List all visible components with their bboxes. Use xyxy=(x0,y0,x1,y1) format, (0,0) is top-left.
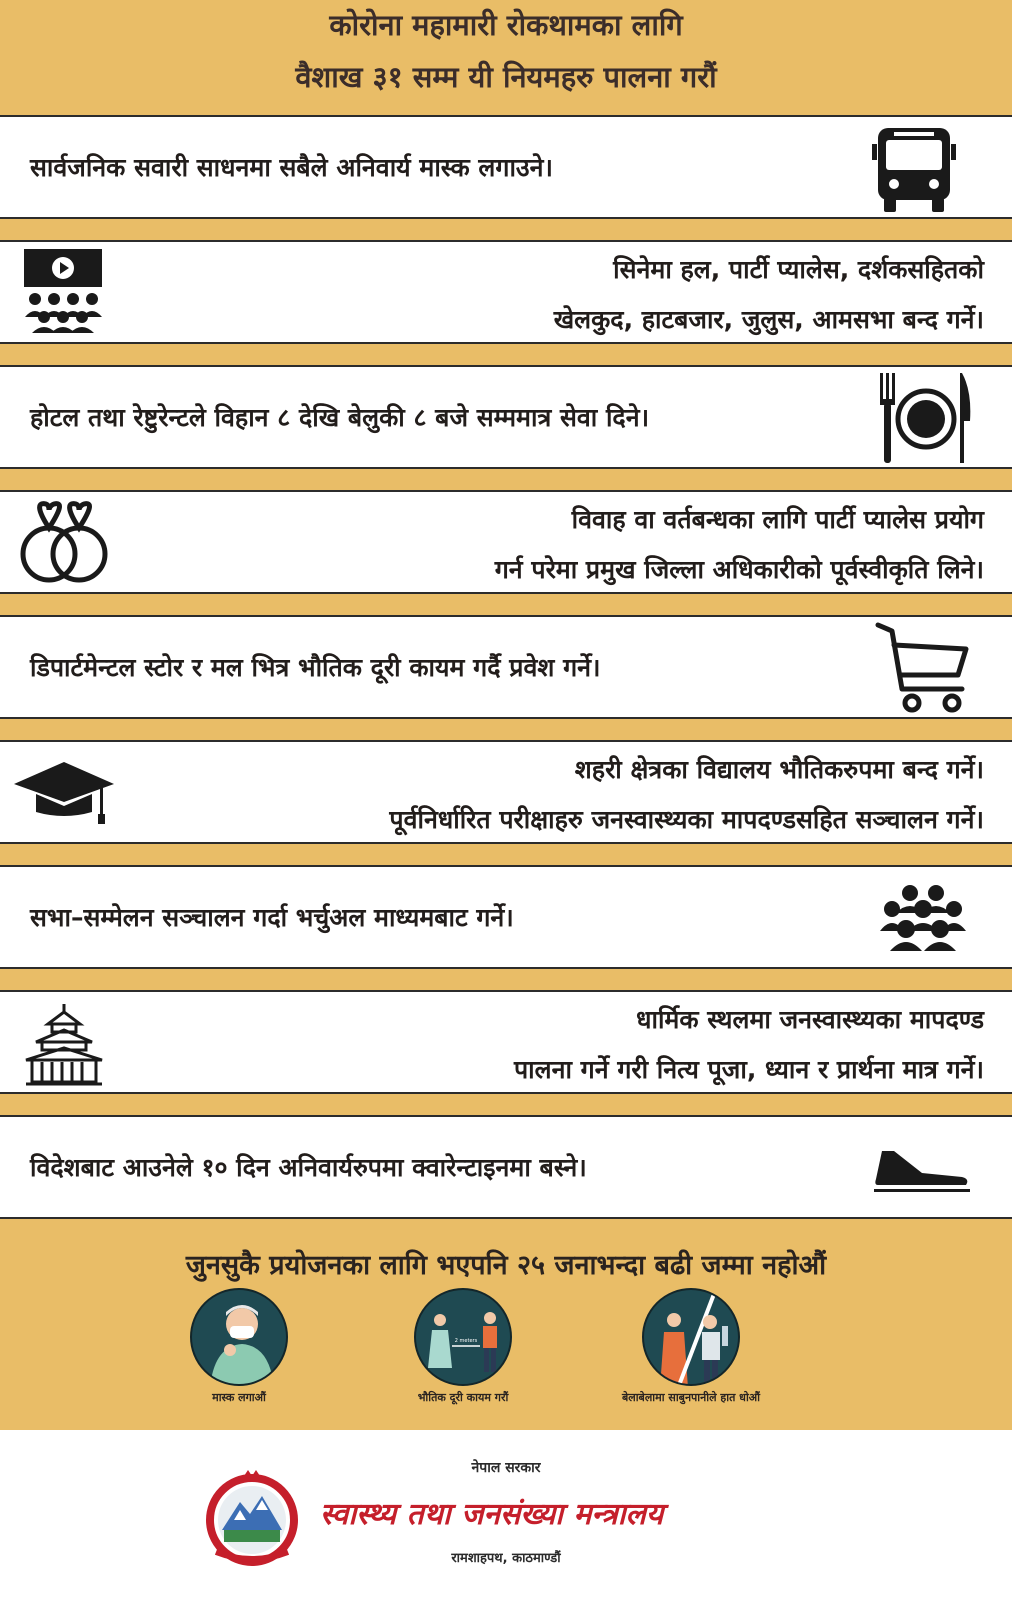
rule-text-line2: पूर्वनिर्धारित परीक्षाहरु जनस्वास्थ्यका मापदण्डसहित सञ्चालन गर्ने। xyxy=(389,805,984,834)
rule-text: विदेशबाट आउनेले १० दिन अनिवार्यरुपमा क्वारेन्टाइनमा बस्ने। xyxy=(30,1153,587,1182)
rule-card-quarantine xyxy=(0,1115,1012,1219)
rule-text-line1: शहरी क्षेत्रका विद्यालय भौतिकरुपमा बन्द गर्ने। xyxy=(574,755,984,784)
graduation-cap-icon xyxy=(12,758,116,830)
handwash-icon xyxy=(642,1288,740,1386)
header-banner xyxy=(0,0,1012,112)
rule-text-line1: धार्मिक स्थलमा जनस्वास्थ्यका मापदण्ड xyxy=(636,1005,984,1034)
rule-text-line1: विवाह वा वर्तबन्धका लागि पार्टी प्यालेस प्रयोग xyxy=(571,505,984,534)
rule-text: सार्वजनिक सवारी साधनमा सबैले अनिवार्य मास्क लगाउने। xyxy=(30,153,553,182)
ministry-address: रामशाहपथ, काठमाण्डौं xyxy=(451,1551,561,1566)
rule-card-public-transport xyxy=(0,115,1012,219)
bus-icon xyxy=(868,122,960,216)
rule-text-line1: सिनेमा हल, पार्टी प्यालेस, दर्शकसहितको xyxy=(613,255,984,284)
rule-text xyxy=(514,995,984,1095)
distance-icon xyxy=(414,1288,512,1386)
header-title-line2: वैशाख ३१ सम्म यी नियमहरु पालना गरौं xyxy=(295,60,717,94)
rule-card-meetings xyxy=(0,865,1012,969)
rule-text-line2: गर्न परेमा प्रमुख जिल्ला अधिकारीको पूर्वस्वीकृति लिने। xyxy=(494,555,984,584)
rule-text-line2: खेलकुद, हाटबजार, जुलुस, आमसभा बन्द गर्ने। xyxy=(553,305,984,334)
tip-caption-handwash: बेलाबेलामा साबुनपानीले हात धोऔं xyxy=(621,1391,761,1404)
shopping-cart-icon xyxy=(874,619,974,717)
wedding-rings-icon xyxy=(16,498,112,588)
rule-text: होटल तथा रेष्टुरेन्टले विहान ८ देखि बेलुकी ८ बजे सम्ममात्र सेवा दिने। xyxy=(30,403,650,432)
rule-card-cinema xyxy=(0,240,1012,344)
rule-text: सभा–सम्मेलन सञ्चालन गर्दा भर्चुअल माध्यमबाट गर्ने। xyxy=(30,903,514,932)
restaurant-plate-icon xyxy=(876,371,976,467)
temple-icon xyxy=(22,1002,106,1086)
rule-card-hotel xyxy=(0,365,1012,469)
group-people-icon xyxy=(880,883,966,953)
gathering-warning: जुनसुकै प्रयोजनका लागि भएपनि २५ जनाभन्दा बढी जम्मा नहोऔं xyxy=(185,1250,827,1281)
ministry-footer xyxy=(0,1430,1012,1600)
header-title-line1: कोरोना महामारी रोकथामका लागि xyxy=(329,8,683,42)
cinema-audience-icon xyxy=(20,247,106,333)
tips-row xyxy=(0,1288,1012,1428)
rule-text-line2: पालना गर्ने गरी नित्य पूजा, ध्यान र प्रार्थना मात्र गर्ने। xyxy=(513,1055,984,1084)
rule-text xyxy=(495,495,984,595)
rule-card-wedding xyxy=(0,490,1012,594)
distance-label: 2 meters xyxy=(454,1338,478,1344)
rule-text xyxy=(554,245,984,345)
tip-caption-mask: मास्क लगाऔं xyxy=(212,1391,266,1404)
tip-caption-distance: भौतिक दूरी कायम गरौं xyxy=(417,1391,509,1404)
mask-person-icon xyxy=(190,1288,288,1386)
government-label: नेपाल सरकार xyxy=(471,1460,541,1476)
rule-text xyxy=(389,745,984,845)
rule-card-school xyxy=(0,740,1012,844)
ministry-name: स्वास्थ्य तथा जनसंख्या मन्त्रालय xyxy=(320,1497,664,1532)
rule-card-religious xyxy=(0,990,1012,1094)
airplane-landing-icon xyxy=(872,1147,972,1193)
rule-card-store xyxy=(0,615,1012,719)
rule-text: डिपार्टमेन्टल स्टोर र मल भित्र भौतिक दूरी कायम गर्दै प्रवेश गर्ने। xyxy=(30,653,601,682)
